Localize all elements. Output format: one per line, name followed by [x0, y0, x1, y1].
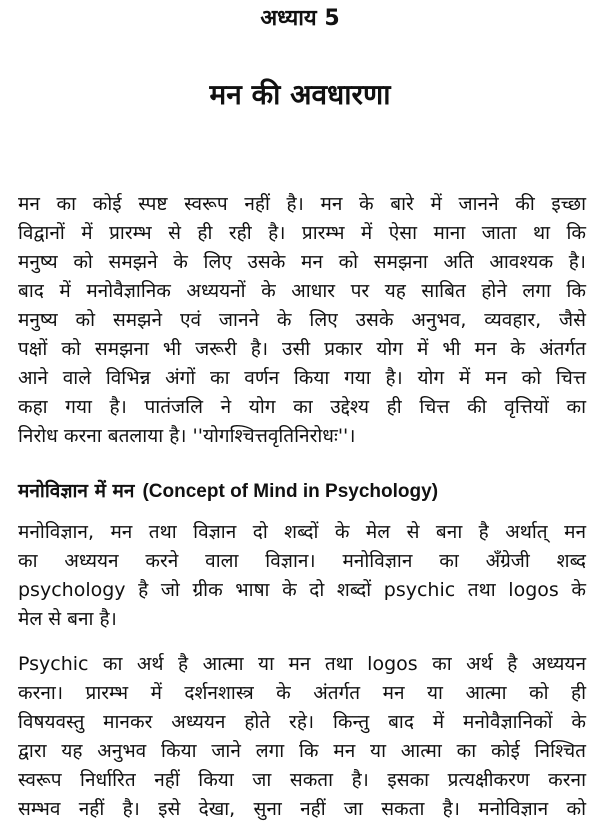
section-heading-hindi: मनोविज्ञान में मन — [18, 480, 135, 502]
text-line: मनुष्य को समझने के लिए उसके मन को समझना अति आवश्यक है। — [18, 251, 586, 273]
text-line: मन का कोई स्पष्ट स्वरूप नहीं है। मन के बारे में जानने की इच्छा — [18, 193, 586, 215]
text-line: विषयवस्तु मानकर अध्ययन होते रहे। किन्तु बाद में मनोवैज्ञानिकों के — [18, 711, 586, 733]
section-heading-english: (Concept of Mind in Psychology) — [142, 481, 439, 502]
section-heading — [18, 476, 586, 506]
text-line: द्वारा यह अनुभव किया जाने लगा कि मन या आत्मा का कोई निश्चित — [18, 740, 586, 762]
text-line: आने वाले विभिन्न अंगों का वर्णन किया गया है। योग में मन को चित्त — [18, 367, 586, 389]
chapter-number: अध्याय 5 — [260, 6, 340, 31]
text-line: स्वरूप निर्धारित नहीं किया जा सकता है। इसका प्रत्यक्षीकरण करना — [18, 769, 586, 791]
chapter-title: मन की अवधारणा — [209, 78, 391, 111]
text-line: सम्भव नहीं है। इसे देखा, सुना नहीं जा सकता है। मनोविज्ञान को — [18, 798, 586, 820]
text-line: पक्षों को समझना भी जरूरी है। उसी प्रकार योग में भी मन के अंतर्गत — [18, 338, 586, 360]
text-line: बाद में मनोवैज्ञानिक अध्ययनों के आधार पर यह साबित होने लगा कि — [18, 280, 586, 302]
paragraph-psychology-definition — [18, 518, 586, 634]
text-line: निरोध करना बतलाया है। ''योगश्चित्तवृतिनिरोधः''। — [18, 425, 356, 447]
text-line: मनोविज्ञान, मन तथा विज्ञान दो शब्दों के मेल से बना है अर्थात् मन — [18, 521, 586, 543]
paragraph-psychic-logos — [18, 650, 586, 824]
text-line: मेल से बना है। — [18, 608, 117, 630]
text-line: Psychic का अर्थ है आत्मा या मन तथा logos का अर्थ है अध्ययन — [18, 653, 586, 675]
text-line: कहा गया है। पातंजलि ने योग का उद्देश्य ही चित्त की वृत्तियों का — [18, 396, 586, 418]
text-line: मनुष्य को समझने एवं जानने के लिए उसके अनुभव, व्यवहार, जैसे — [18, 309, 586, 331]
text-line: का अध्ययन करने वाला विज्ञान। मनोविज्ञान का अँग्रेजी शब्द — [18, 550, 586, 572]
text-line: विद्वानों में प्रारम्भ से ही रही है। प्रारम्भ में ऐसा माना जाता था कि — [18, 222, 586, 244]
text-line: करना। प्रारम्भ में दर्शनशास्त्र के अंतर्गत मन या आत्मा को ही — [18, 682, 586, 704]
text-line: psychology है जो ग्रीक भाषा के दो शब्दों psychic तथा logos के — [18, 579, 586, 601]
paragraph-intro — [18, 190, 586, 451]
